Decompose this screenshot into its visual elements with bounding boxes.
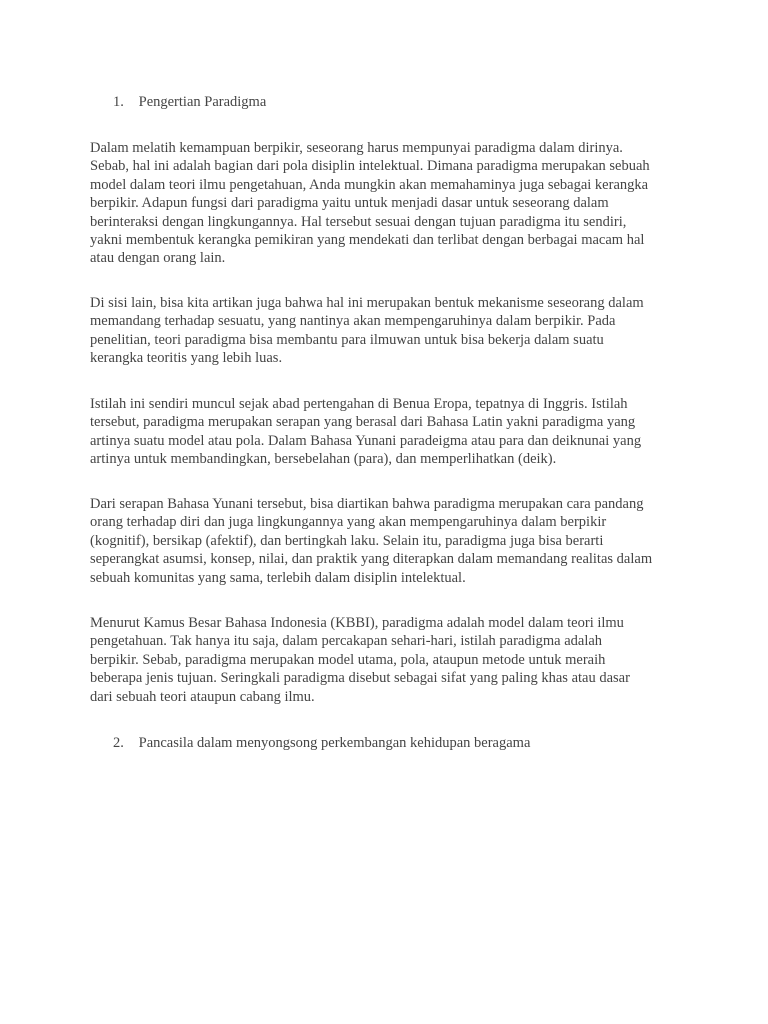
section-heading-2 <box>113 734 530 752</box>
section-title: Pancasila dalam menyongsong perkembangan kehidupan beragama <box>138 735 531 751</box>
text-line: artinya untuk membandingkan, bersebelahan (para), dan memperlihatkan (deik). <box>90 451 557 468</box>
text-line: berpikir. Adapun fungsi dari paradigma yaitu untuk menjadi dasar untuk seseorang dalam <box>90 195 609 212</box>
text-line: berpikir. Sebab, paradigma merupakan model utama, pola, ataupun metode untuk meraih <box>90 651 606 668</box>
text-line: Istilah ini sendiri muncul sejak abad pertengahan di Benua Eropa, tepatnya di Inggris. Istilah <box>90 396 628 412</box>
text-line: berinteraksi dengan lingkungannya. Hal tersebut sesuai dengan tujuan paradigma itu sendiri, <box>90 213 627 230</box>
paragraph-5 <box>90 614 684 706</box>
paragraph-2 <box>90 294 684 368</box>
text-line: dari sebuah teori ataupun cabang ilmu. <box>90 688 315 705</box>
text-line: yakni membentuk kerangka pemikiran yang mendekati dan terlibat dengan berbagai macam hal <box>90 232 645 249</box>
text-line: seperangkat asumsi, konsep, nilai, dan praktik yang diterapkan dalam memandang realitas dalam <box>90 551 653 568</box>
text-line: tersebut, paradigma merupakan serapan yang berasal dari Bahasa Latin yakni paradigma yang <box>90 414 636 431</box>
text-line: Menurut Kamus Besar Bahasa Indonesia (KBBI), paradigma adalah model dalam teori ilmu <box>90 615 624 631</box>
section-number: 2. <box>113 735 124 751</box>
section-heading-1 <box>113 93 266 111</box>
text-line: penelitian, teori paradigma bisa membantu para ilmuwan untuk bisa bekerja dalam suatu <box>90 331 604 348</box>
text-line: Dari serapan Bahasa Yunani tersebut, bisa diartikan bahwa paradigma merupakan cara pandang <box>90 496 644 512</box>
text-line: pengetahuan. Tak hanya itu saja, dalam percakapan sehari-hari, istilah paradigma adalah <box>90 633 603 650</box>
text-line: Sebab, hal ini adalah bagian dari pola disiplin intelektual. Dimana paradigma merupakan sebuah <box>90 158 650 175</box>
text-line: atau dengan orang lain. <box>90 250 226 267</box>
section-title: Pengertian Paradigma <box>138 94 267 110</box>
section-number: 1. <box>113 94 124 110</box>
text-line: orang terhadap diri dan juga lingkungannya yang akan mempengaruhinya dalam berpikir <box>90 514 607 531</box>
text-line: Dalam melatih kemampuan berpikir, seseorang harus mempunyai paradigma dalam dirinya. <box>90 140 623 156</box>
paragraph-1 <box>90 139 684 268</box>
text-line: (kognitif), bersikap (afektif), dan bertingkah laku. Selain itu, paradigma juga bisa berarti <box>90 532 604 549</box>
paragraph-3 <box>90 395 684 469</box>
paragraph-4 <box>90 495 684 587</box>
text-line: memandang terhadap sesuatu, yang nantinya akan mempengaruhinya dalam berpikir. Pada <box>90 313 616 330</box>
text-line: Di sisi lain, bisa kita artikan juga bahwa hal ini merupakan bentuk mekanisme seseorang dalam <box>90 295 644 311</box>
text-line: beberapa jenis tujuan. Seringkali paradigma disebut sebagai sifat yang paling khas atau dasar <box>90 670 630 687</box>
text-line: model dalam teori ilmu pengetahuan, Anda mungkin akan memahaminya juga sebagai kerangka <box>90 176 649 193</box>
text-line: sebuah komunitas yang sama, terlebih dalam disiplin intelektual. <box>90 569 466 586</box>
text-line: artinya suatu model atau pola. Dalam Bahasa Yunani paradeigma atau para dan deiknunai yang <box>90 432 642 449</box>
text-line: kerangka teoritis yang lebih luas. <box>90 350 283 367</box>
